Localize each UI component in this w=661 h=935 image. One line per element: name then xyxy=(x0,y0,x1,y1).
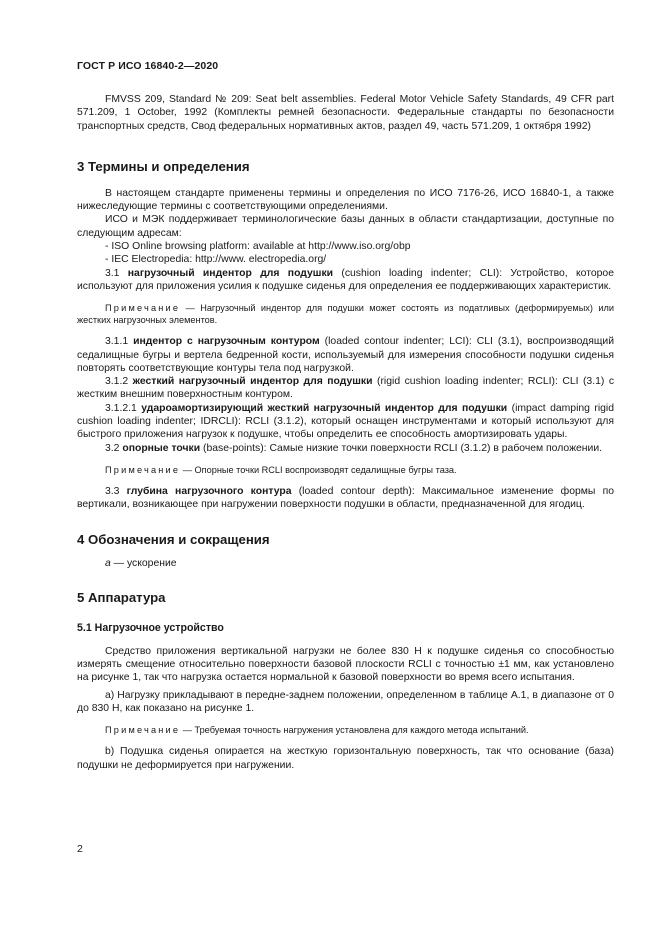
note-3-2 xyxy=(77,464,614,476)
term-number: 3.1.2 xyxy=(105,376,133,388)
note-5-1 xyxy=(77,724,614,736)
section-3-title: 3 Термины и определения xyxy=(77,158,250,174)
page-number: 2 xyxy=(77,843,83,855)
term-name: опорные точки xyxy=(122,442,201,454)
note-tag: Примечание xyxy=(105,725,181,736)
term-3-1-2 xyxy=(77,375,614,402)
term-3-1-2-1 xyxy=(77,402,614,442)
term-number: 3.3 xyxy=(105,485,127,497)
section-4-title: 4 Обозначения и сокращения xyxy=(77,531,270,547)
section-5-1-item-b: b) Подушка сиденья опирается на жесткую горизонтальную поверхность, так что основание (база) подушки не деформируется при нагружении. xyxy=(77,746,614,771)
symbol-letter: a xyxy=(105,557,111,569)
term-3-3 xyxy=(77,485,614,512)
list-item-iso-obp: - ISO Online browsing platform: available at http://www.iso.org/obp xyxy=(105,241,411,253)
term-name: глубина нагрузочного контура xyxy=(126,485,292,497)
list-item-iec-electropedia: - IEC Electropedia: http://www. electropedia.org/ xyxy=(105,254,327,266)
term-name: индентор с нагрузочным контуром xyxy=(133,336,320,348)
term-number: 3.1.2.1 xyxy=(105,402,142,414)
section-5-title: 5 Аппаратура xyxy=(77,589,166,605)
section-3-intro-1: В настоящем стандарте применены термины и определения по ИСО 7176-26, ИСО 16840-1, а также нижеследующие термины с соответствующими определениями. xyxy=(77,187,614,213)
note-text: — Нагрузочный индентор для подушки может состоять из податливых (деформируемых) или жестких нагрузочных элементов. xyxy=(77,303,614,326)
term-3-1 xyxy=(77,267,614,294)
term-definition: (base-points): Самые низкие точки поверхности RCLI (3.1.2) в рабочем положении. xyxy=(200,442,603,454)
section-3-intro-2: ИСО и МЭК поддерживает терминологические базы данных в области стандартизации, доступные по следующим адресам: xyxy=(77,214,614,239)
term-3-1-1 xyxy=(77,335,614,375)
term-3-2 xyxy=(77,442,614,455)
term-number: 3.2 xyxy=(105,442,123,454)
reference-fmvss-209: FMVSS 209, Standard № 209: Seat belt assemblies. Federal Motor Vehicle Safety Standards, 49 CFR part 571.209, 1 October, 1992 (Комплекты ремней безопасности. Федеральные стандарты по безопасности транспортных средств, Свод федеральных нормативных актов, раздел 49, часть 571.209, 1 октября 1992) xyxy=(77,94,614,132)
note-text: — Требуемая точность нагружения установлена для каждого метода испытаний. xyxy=(180,725,529,736)
document-body xyxy=(77,93,614,772)
section-5-1-paragraph: Средство приложения вертикальной нагрузки не более 830 Н к подушке сиденья со способностью измерять смещение относительно поверхности базовой плоскости RCLI с точностью ±1 мм, как установлено на рисунке 1, так что нагрузка остается нормальной к базовой поверхности во время всего испытания. xyxy=(77,645,614,684)
term-name: нагрузочный индентор для подушки xyxy=(127,267,334,279)
term-number: 3.1.1 xyxy=(105,336,134,348)
note-3-1 xyxy=(77,302,614,326)
term-name: удароамортизирующий жесткий нагрузочный индентор для подушки xyxy=(141,402,508,414)
section-5-1-item-a: a) Нагрузку прикладывают в передне-заднем положении, определенном в таблице А.1, в диапазоне от 0 до 830 Н, как показано на рисунке 1. xyxy=(77,689,614,715)
term-name: жесткий нагрузочный индентор для подушки xyxy=(132,376,373,388)
note-tag: Примечание xyxy=(105,303,181,314)
term-definition: (loaded contour depth): Максимальное изменение формы по вертикали, возникающее при нагружении поверхности подушки в области, предназначенной для ягодиц. xyxy=(77,485,614,511)
symbol-definition: — ускорение xyxy=(110,557,177,569)
term-definition: (rigid cushion loading indenter; RCLI): CLI (3.1) с жестким внешним поверхностным контуром. xyxy=(77,376,615,401)
note-tag: Примечание xyxy=(105,464,181,475)
term-definition: (cushion loading indenter; CLI): Устройство, которое используют для приложения усилия к подушке сиденья для определения ее поддерживающих характеристик. xyxy=(77,267,614,292)
term-number: 3.1 xyxy=(105,267,128,279)
note-text: — Опорные точки RCLI воспроизводят седалищные бугры таза. xyxy=(180,464,457,475)
page-header-standard: ГОСТ Р ИСО 16840-2—2020 xyxy=(77,60,219,72)
term-definition: (loaded contour indenter; LCI): CLI (3.1), воспроизводящий седалищные бугры и вертела бедренной кости, используемый для измерения способности подушки сиденья повторять соответствующие контуры тела под нагрузкой. xyxy=(77,336,615,374)
symbol-acceleration xyxy=(77,557,614,570)
subsection-5-1-title: 5.1 Нагрузочное устройство xyxy=(77,621,224,634)
term-definition: (impact damping rigid cushion loading indenter; IDRCLI): RCLI (3.1.2), который оснащен инструментами и который используют для быстрого приложения нагрузок к подушке, чтобы определить ее способность амортизировать удары. xyxy=(77,402,615,441)
